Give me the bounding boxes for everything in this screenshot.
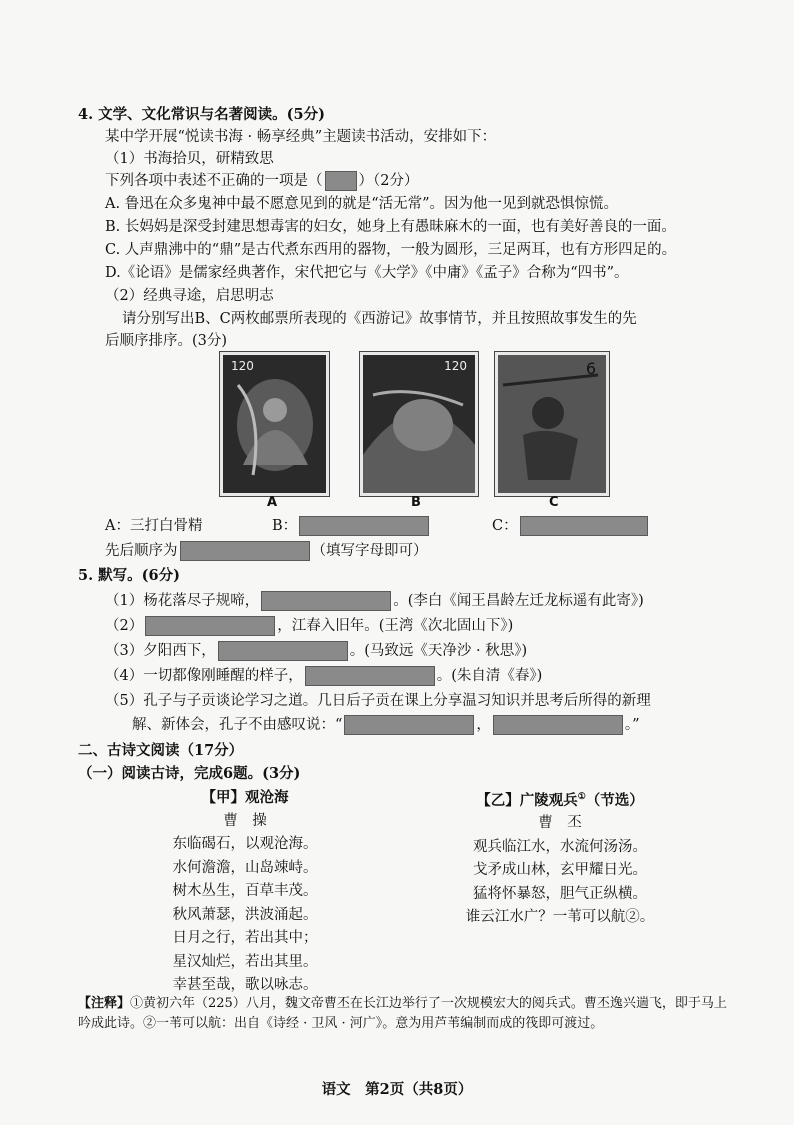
order-hint: （填写字母即可） — [311, 543, 428, 559]
page-footer: 语文 第2页（共8页） — [321, 1081, 473, 1098]
q5-item5-text: 解、新体会，孔子不由感叹说：“ — [132, 717, 343, 733]
poem-yi-line: 观兵临江水，水流何汤汤。 — [473, 838, 647, 855]
section2-title: 二、古诗文阅读（17分） — [78, 742, 244, 759]
note-label: 【注释】 — [78, 996, 131, 1011]
answer-a-text: A：三打白骨精 — [105, 518, 203, 534]
q5-item1 — [105, 590, 644, 612]
q4-option-a: A. 鲁迅在众多鬼神中最不愿意见到的就是“活无常”。因为他一见到就恐惧惊慌。 — [105, 196, 619, 212]
q5-item2-source: ，江春入旧年。(王湾《次北固山下》) — [277, 618, 514, 634]
q4-part2-heading: （2）经典寻途，启思明志 — [105, 288, 274, 304]
monkey-king-illustration — [223, 355, 326, 493]
q5-item1-source: 。(李白《闻王昌龄左迁龙标遥有此寄》) — [393, 593, 644, 609]
q4-part1-prompt-b: ）（2分） — [358, 173, 419, 189]
q4-option-c: C. 人声鼎沸中的“鼎”是古代煮东西用的器物，一般为圆形，三足两耳，也有方形四足的。 — [105, 242, 677, 258]
poem-jia-line: 水何澹澹，山岛竦峙。 — [172, 859, 318, 876]
q5-item5-blank2[interactable] — [493, 715, 623, 735]
poem-jia-title: 【甲】观沧海 — [201, 789, 289, 806]
poem-yi-footnote-mark: ① — [577, 792, 586, 802]
q5-item5-comma: ， — [476, 717, 491, 733]
q5-item2-blank[interactable] — [145, 616, 275, 636]
q5-item4-source: 。(朱自清《春》) — [436, 668, 543, 684]
poem-yi-author: 曹 丕 — [538, 815, 582, 832]
q5-item5-blank1[interactable] — [344, 715, 474, 735]
q4-option-d: D.《论语》是儒家经典著作，宋代把它与《大学》《中庸》《孟子》合称为“四书”。 — [105, 265, 629, 281]
stamp-a-label: A — [267, 495, 278, 510]
stamp-b-label: B — [411, 495, 421, 510]
q5-item5-line1: （5）孔子与子贡谈论学习之道。几日后子贡在课上分享温习知识并思考后所得的新理 — [105, 693, 651, 709]
q5-item3-text: （3）夕阳西下， — [105, 643, 216, 659]
section2-subtitle: （一）阅读古诗，完成6题。(3分) — [78, 765, 301, 782]
answer-c-row — [492, 515, 650, 537]
poem-yi-line: 猛将怀暴怒，胆气正纵横。 — [473, 885, 647, 902]
answer-b-row — [272, 515, 431, 537]
poem-jia-line: 秋风萧瑟，洪波涌起。 — [172, 906, 318, 923]
stamp-b-image — [360, 352, 478, 496]
stamp-a-value: 120 — [231, 359, 254, 373]
q5-item2 — [105, 615, 513, 637]
order-prompt: 先后顺序为 — [105, 543, 178, 559]
stamp-c-label: C — [549, 495, 559, 510]
annotation-note — [78, 994, 738, 1034]
poem-jia-line: 东临碣石，以观沧海。 — [172, 836, 318, 852]
q5-item1-text: （1）杨花落尽子规啼， — [105, 593, 260, 609]
q5-item4 — [105, 665, 542, 687]
poem-jia-line: 日月之行，若出其中； — [172, 930, 318, 946]
poem-jia-author: 曹 操 — [223, 812, 267, 829]
q5-item4-text: （4）一切都像刚睡醒的样子， — [105, 668, 303, 684]
stamp-a-image — [220, 352, 329, 496]
poem-jia-line: 树木丛生，百草丰茂。 — [172, 883, 318, 899]
poem-yi-title: 【乙】广陵观兵 — [476, 791, 578, 809]
q5-item3-source: 。(马致远《天净沙 · 秋思》) — [349, 643, 528, 659]
q5-item5-line2 — [132, 714, 640, 736]
stamp-c-image — [495, 352, 609, 496]
answer-c-label: C： — [492, 518, 518, 534]
note-text: ①黄初六年（225）八月，魏文帝曹丕在长江边举行了一次规模宏大的阅兵式。曹丕逸兴遄飞，即于马上吟成此诗。②一苇可以航：出自《诗经 · 卫风 · 河广》。意为用芦苇编制而成的筏即可渡过。 — [78, 996, 727, 1031]
q4-part2-prompt-line1: 请分别写出B、C两枚邮票所表现的《西游记》故事情节，并且按照故事发生的先 — [122, 311, 637, 327]
q4-intro: 某中学开展“悦读书海 · 畅享经典”主题读书活动，安排如下： — [105, 129, 497, 145]
q4-part2-prompt-line2: 后顺序排序。(3分) — [105, 333, 228, 349]
answer-b-blank[interactable] — [299, 516, 429, 536]
poem-yi — [450, 786, 670, 930]
q4-option-b: B. 长妈妈是深受封建思想毒害的妇女，她身上有愚昧麻木的一面，也有美好善良的一面。 — [105, 219, 676, 235]
q5-item3-blank[interactable] — [218, 641, 348, 661]
q4-part1-heading: （1）书海拾贝，研精致思 — [105, 151, 274, 167]
poem-jia-line: 星汉灿烂，若出其里。 — [172, 953, 318, 970]
answer-b-label: B： — [272, 518, 298, 534]
poem-yi-title-row — [450, 786, 670, 812]
q5-item1-blank[interactable] — [261, 591, 391, 611]
poem-yi-line: 戈矛成山林，玄甲耀日光。 — [473, 862, 647, 879]
poem-yi-line: 谁云江水广？一苇可以航②。 — [465, 909, 655, 926]
order-blank[interactable] — [180, 541, 310, 561]
poem-yi-excerpt: （节选） — [585, 791, 644, 809]
order-row — [105, 540, 428, 562]
q5-item2-text: （2） — [105, 618, 144, 634]
q4-part1-prompt-a: 下列各项中表述不正确的一项是（ — [105, 173, 323, 189]
q4-part1-prompt — [105, 170, 418, 192]
poem-jia — [150, 786, 340, 998]
q5-item5-end: 。” — [624, 717, 640, 733]
answer-c-blank[interactable] — [520, 516, 648, 536]
answer-blank-choice[interactable] — [325, 171, 357, 191]
q5-title: 5. 默写。(6分) — [78, 567, 180, 584]
q5-item3 — [105, 640, 527, 662]
stamp-c-value: 6 — [585, 359, 596, 378]
q5-item4-blank[interactable] — [305, 666, 435, 686]
q4-title: 4. 文学、文化常识与名著阅读。(5分) — [78, 106, 325, 123]
poem-jia-line: 幸甚至哉，歌以咏志。 — [172, 977, 318, 993]
battle-scene-illustration — [363, 355, 475, 493]
stamp-b-value: 120 — [444, 359, 467, 373]
